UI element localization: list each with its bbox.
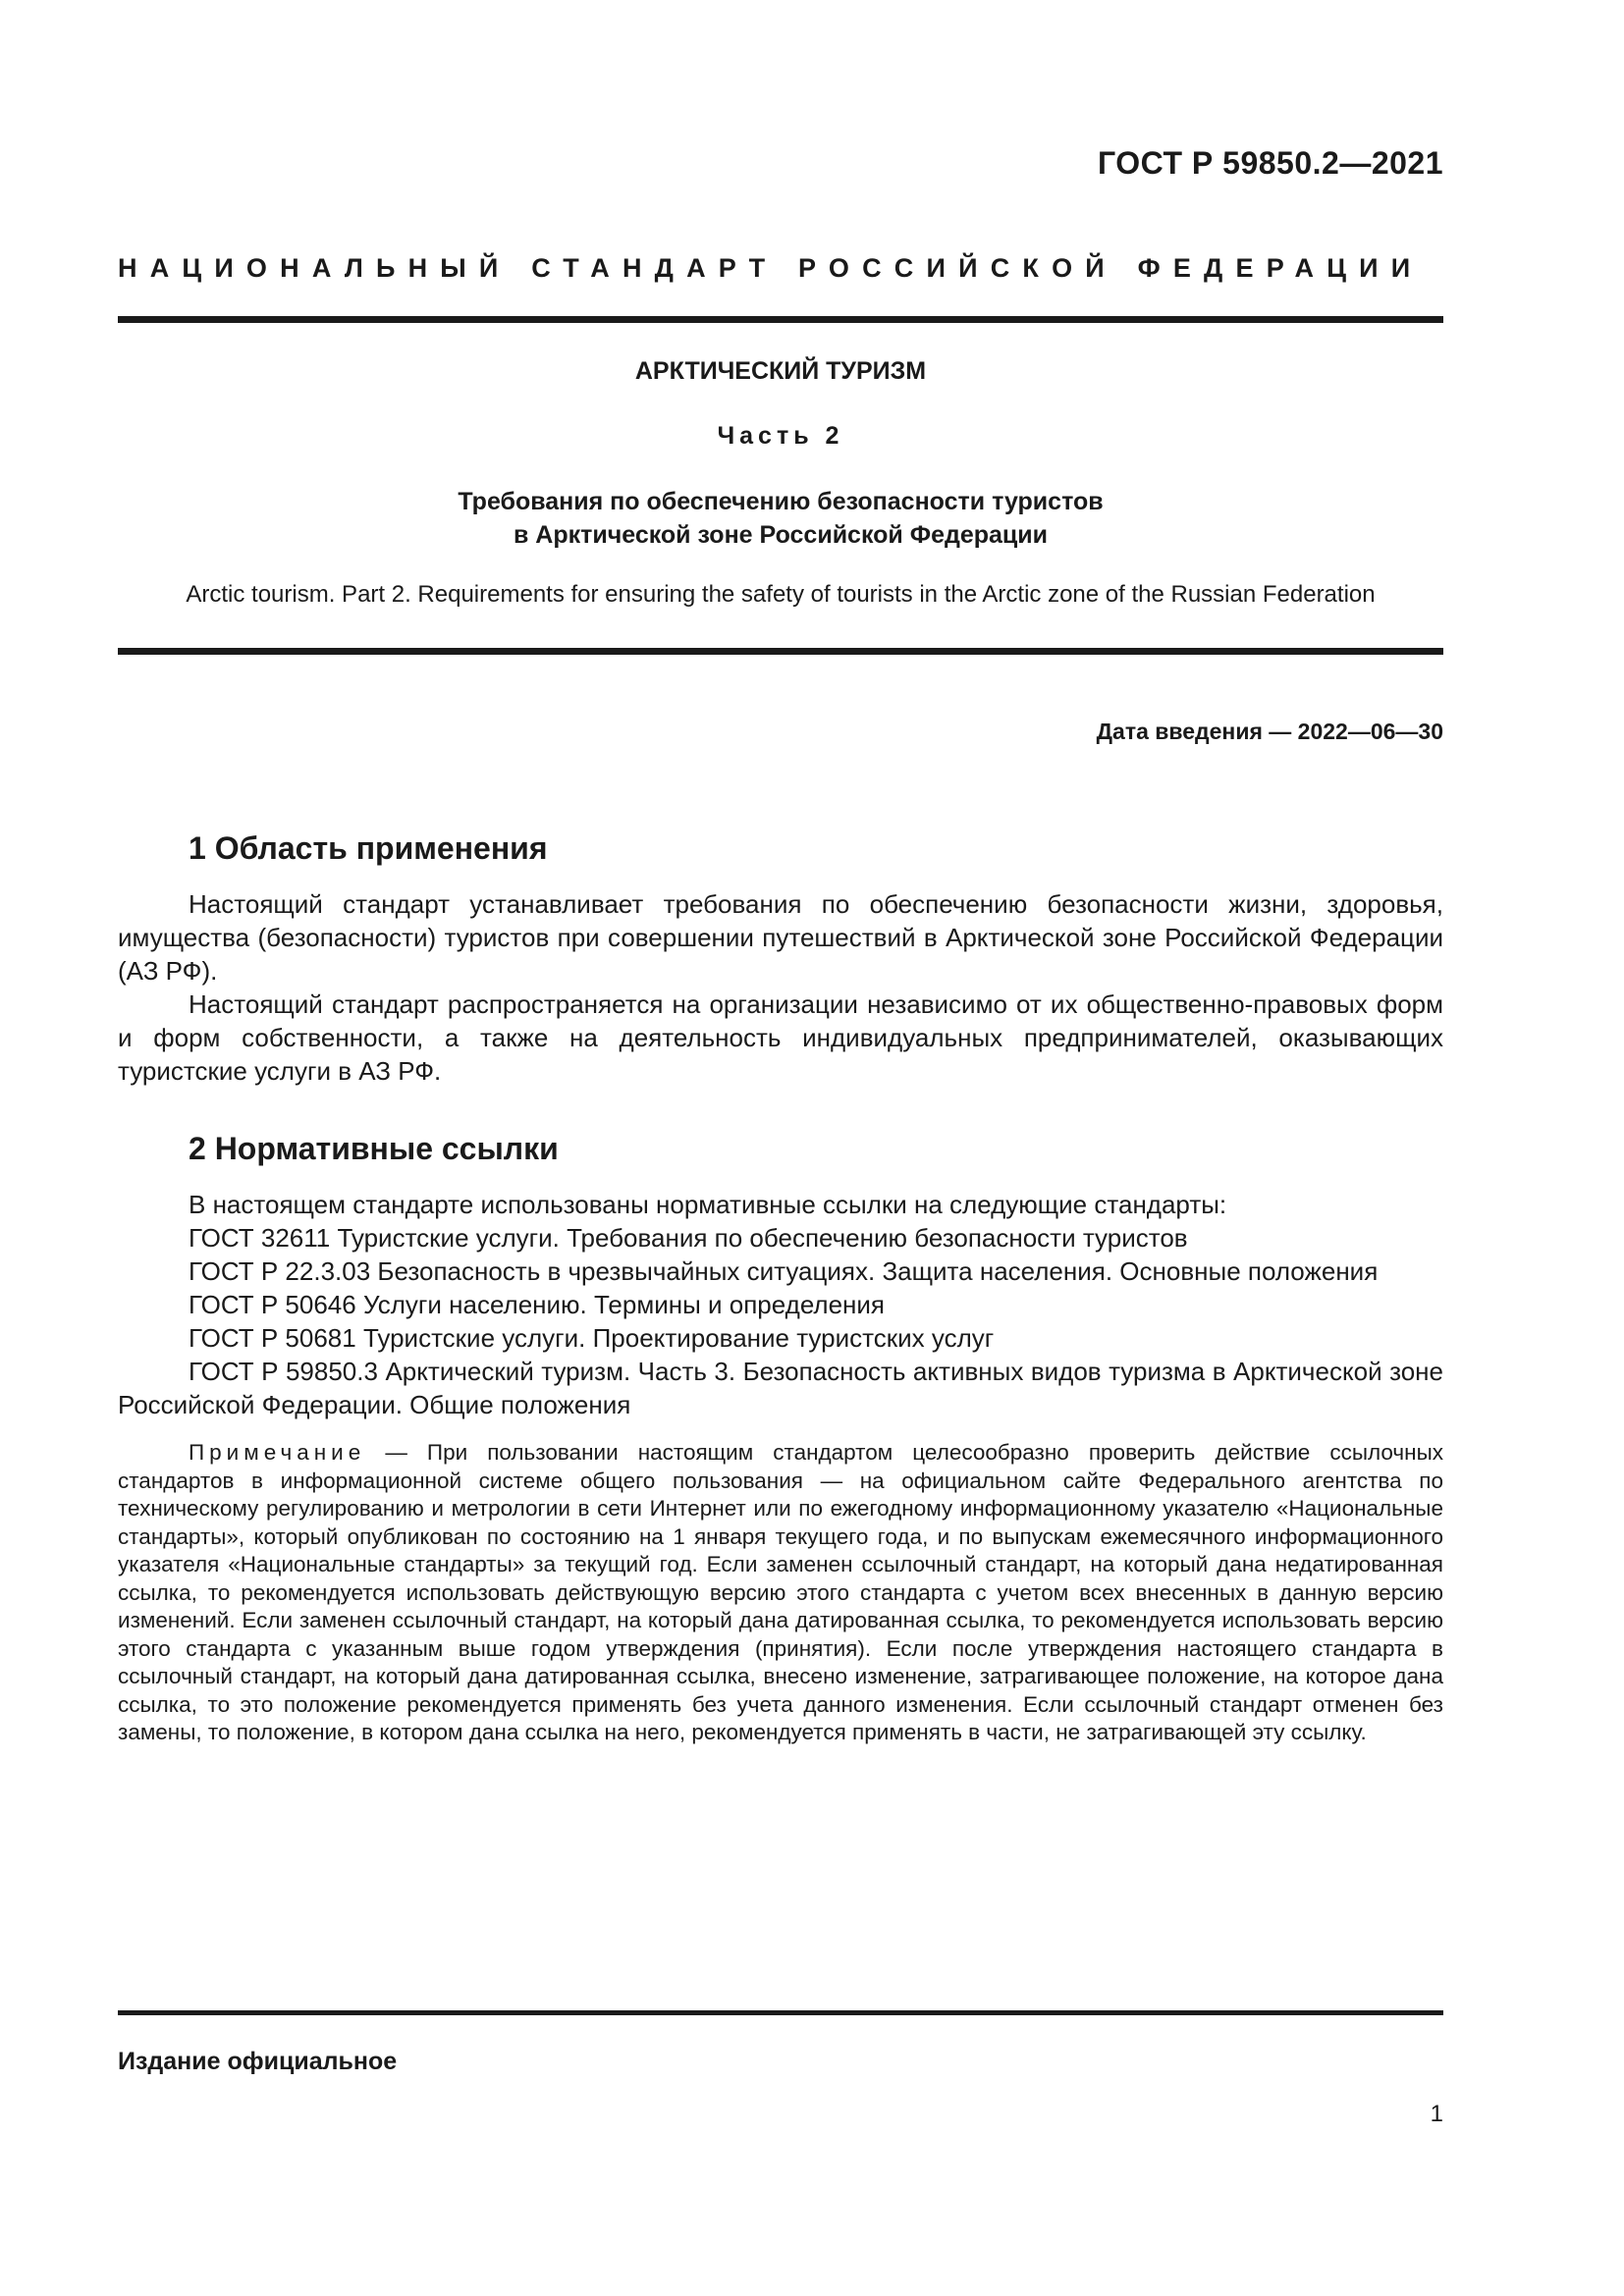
- paragraph: Настоящий стандарт распространяется на организации независимо от их общественно-правовых форм и форм собственности, а также на деятельность индивидуальных предпринимателей, оказывающих туристские услуги в АЗ РФ.: [118, 989, 1443, 1086]
- note-paragraph: [118, 1439, 1443, 1747]
- introduction-date: Дата введения — 2022—06—30: [1096, 719, 1443, 744]
- title-rule: [118, 648, 1443, 655]
- section-1-heading: 1 Область применения: [189, 830, 548, 866]
- subtitle-line-1: Требования по обеспечению безопасности туристов: [458, 488, 1104, 515]
- section-1-body: [118, 887, 1443, 1088]
- paragraph: В настоящем стандарте использованы нормативные ссылки на следующие стандарты:: [189, 1190, 1227, 1219]
- standard-title: АРКТИЧЕСКИЙ ТУРИЗМ: [634, 357, 927, 385]
- reference-item: ГОСТ Р 50681 Туристские услуги. Проектирование туристских услуг: [189, 1323, 995, 1353]
- standard-part: Часть 2: [717, 422, 844, 450]
- english-title: Arctic tourism. Part 2. Requirements for ensuring the safety of tourists in the Arctic zone of the Russian Federation: [186, 581, 1376, 608]
- reference-item: ГОСТ Р 22.3.03 Безопасность в чрезвычайных ситуациях. Защита населения. Основные положения: [189, 1256, 1379, 1286]
- standard-subtitle: [118, 485, 1443, 552]
- reference-item: ГОСТ Р 50646 Услуги населению. Термины и определения: [189, 1290, 886, 1319]
- document-page: [118, 0, 1443, 2296]
- official-edition-label: Издание официальное: [118, 2048, 398, 2075]
- section-2-body: [118, 1188, 1443, 1421]
- note-label: Примечание: [189, 1440, 366, 1465]
- section-2-heading: 2 Нормативные ссылки: [189, 1131, 559, 1166]
- subtitle-line-2: в Арктической зоне Российской Федерации: [513, 521, 1049, 549]
- reference-item: ГОСТ 32611 Туристские услуги. Требования по обеспечению безопасности туристов: [189, 1223, 1188, 1253]
- national-standard-banner: НАЦИОНАЛЬНЫЙ СТАНДАРТ РОССИЙСКОЙ ФЕДЕРАЦИИ: [118, 253, 1424, 283]
- header-rule: [118, 316, 1443, 323]
- reference-item: ГОСТ Р 59850.3 Арктический туризм. Часть 3. Безопасность активных видов туризма в Арктической зоне Российской Федерации. Общие положения: [118, 1357, 1443, 1419]
- paragraph: Настоящий стандарт устанавливает требования по обеспечению безопасности жизни, здоровья, имущества (безопасности) туристов при совершении путешествий в Арктической зоне Российской Федерации (АЗ РФ).: [118, 889, 1443, 986]
- document-code: ГОСТ Р 59850.2—2021: [1098, 145, 1443, 181]
- page-number: 1: [1430, 2101, 1443, 2127]
- note-text: — При пользовании настоящим стандартом целесообразно проверить действие ссылочных стандартов в информационной системе общего пользования — на официальном сайте Федерального агентства по техническому регулированию и метрологии в сети Интернет или по ежегодному информационному указателю «Национальные стандарты», который опубликован по состоянию на 1 января текущего года, и по выпускам ежемесячного информационного указателя «Национальные стандарты» за текущий год. Если заменен ссылочный стандарт, на который дана недатированная ссылка, то рекомендуется использовать действующую версию этого стандарта с учетом всех внесенных в данную версию изменений. Если заменен ссылочный стандарт, на который дана датированная ссылка, то рекомендуется использовать версию этого стандарта с указанным выше годом утверждения (принятия). Если после утверждения настоящего стандарта в ссылочный стандарт, на который дана датированная ссылка, внесено изменение, затрагивающее положение, на которое дана ссылка, то это положение рекомендуется применять без учета данного изменения. Если ссылочный стандарт отменен без замены, то положение, в котором дана ссылка на него, рекомендуется применять в части, не затрагивающей эту ссылку.: [118, 1440, 1443, 1744]
- footer-rule: [118, 2010, 1443, 2015]
- section-2-note: [118, 1439, 1443, 1747]
